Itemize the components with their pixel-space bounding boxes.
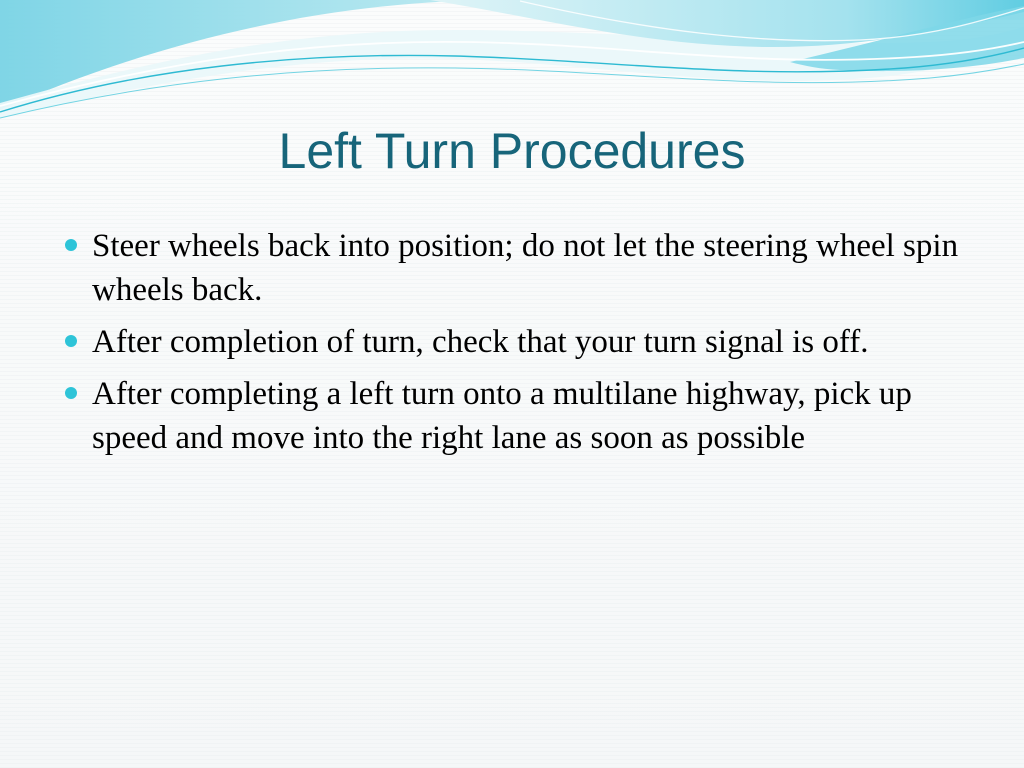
- slide-title: Left Turn Procedures: [278, 123, 746, 179]
- bullet-dot-icon: [65, 335, 77, 347]
- bullet-list: [62, 224, 972, 468]
- bullet-item-2: [62, 320, 972, 364]
- bullet-text-2: After completion of turn, check that your turn signal is off.: [92, 324, 869, 360]
- bullet-item-1: [62, 224, 972, 312]
- bullet-text-1: Steer wheels back into position; do not let the steering wheel spin wheels back.: [92, 228, 959, 308]
- bullet-item-3: [62, 372, 972, 460]
- decorative-wave-header: [0, 0, 1024, 130]
- bullet-dot-icon: [65, 387, 77, 399]
- bullet-dot-icon: [65, 239, 77, 251]
- bullet-text-3: After completing a left turn onto a multilane highway, pick up speed and move into the right lane as soon as possible: [92, 376, 912, 456]
